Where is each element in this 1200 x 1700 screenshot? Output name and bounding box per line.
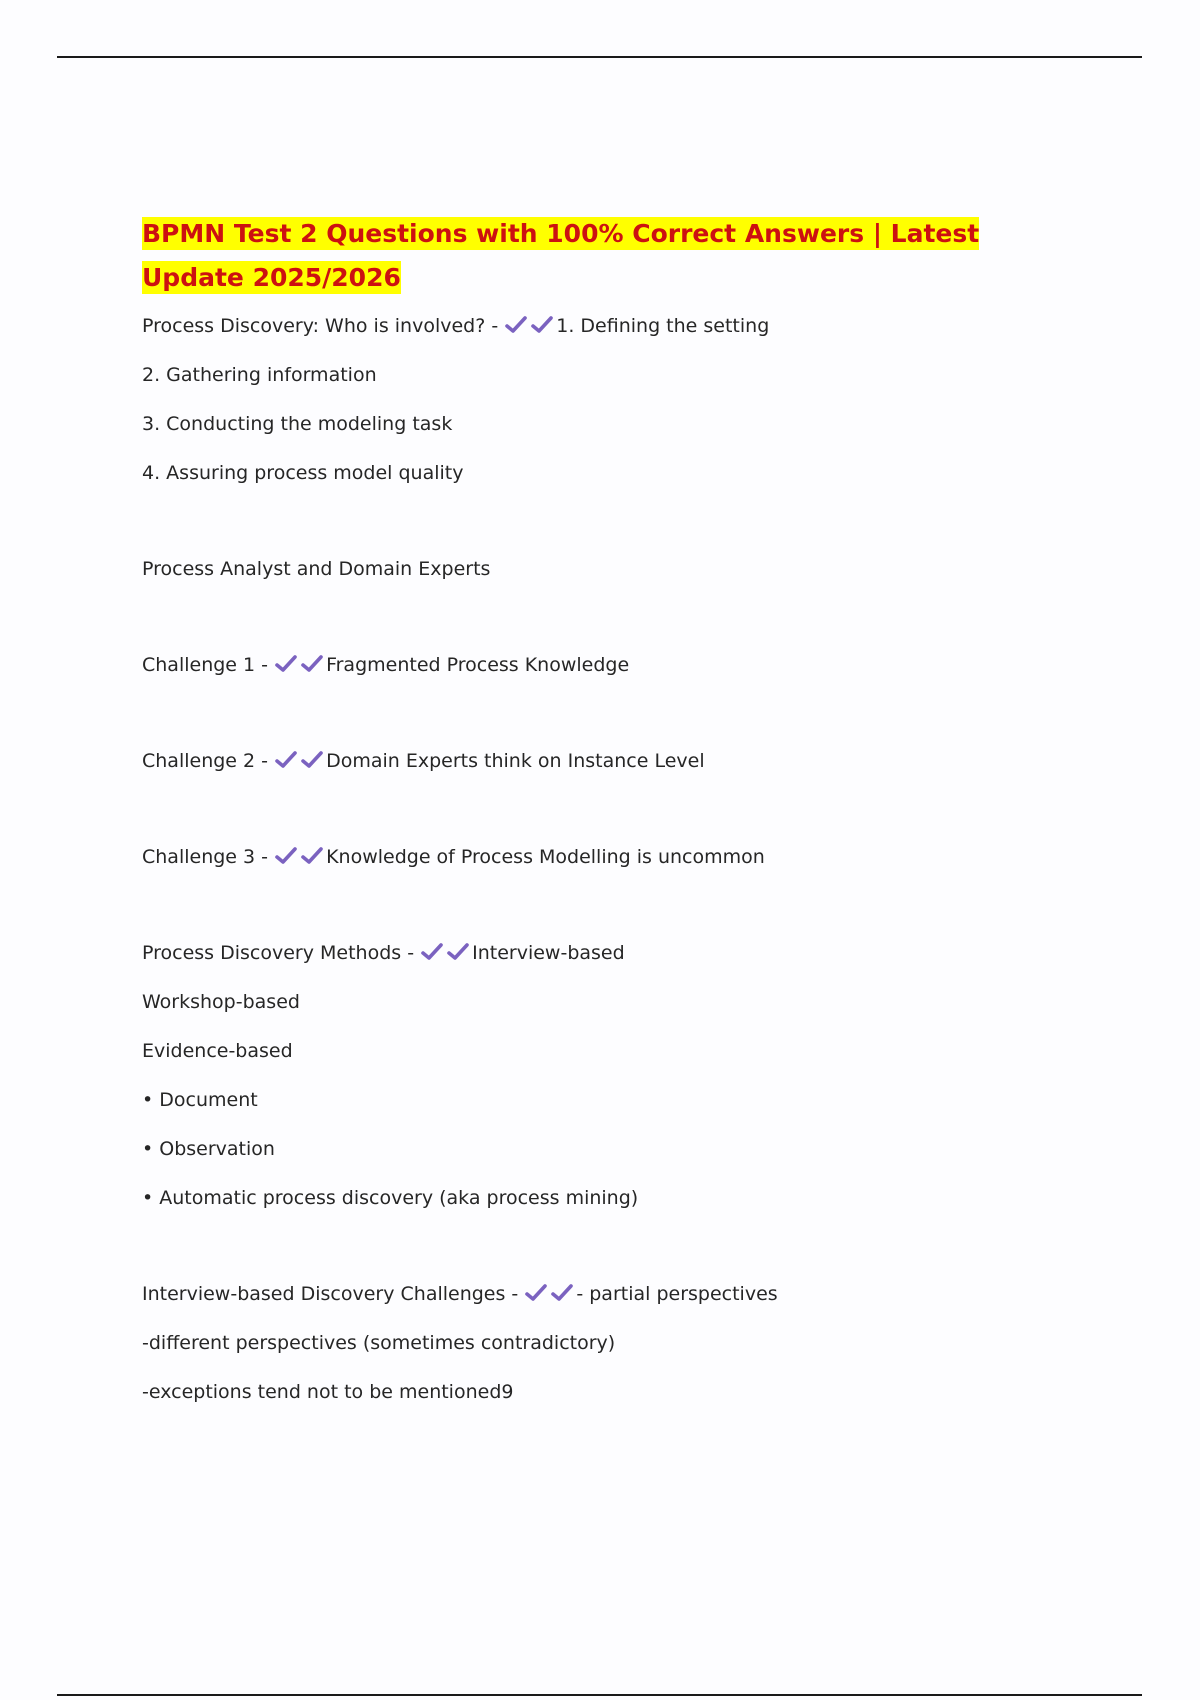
qa-entry bbox=[142, 312, 1042, 583]
question-text: Interview-based Discovery Challenges - bbox=[142, 1283, 519, 1305]
answer-line: • Document bbox=[142, 1089, 258, 1111]
answer-text: - partial perspectives bbox=[576, 1283, 778, 1305]
question-text: Process Discovery Methods - bbox=[142, 942, 415, 964]
double-check-icon bbox=[274, 846, 326, 868]
check-icon bbox=[550, 1283, 576, 1303]
check-icon bbox=[446, 942, 472, 962]
question-line bbox=[142, 843, 1042, 871]
answer-text: 1. Defining the setting bbox=[556, 315, 770, 337]
answer-line: • Automatic process discovery (aka process mining) bbox=[142, 1187, 639, 1209]
double-check-icon bbox=[274, 750, 326, 772]
check-icon bbox=[300, 750, 326, 770]
top-rule bbox=[57, 56, 1142, 58]
qa-list bbox=[142, 312, 1042, 1406]
blank-line bbox=[142, 508, 1042, 555]
entry-gap bbox=[142, 604, 1042, 651]
question-line bbox=[142, 747, 1042, 775]
check-icon bbox=[300, 846, 326, 866]
answer-line: -exceptions tend not to be mentioned9 bbox=[142, 1381, 514, 1403]
question-line bbox=[142, 651, 1042, 679]
check-icon bbox=[530, 315, 556, 335]
answer-text: Fragmented Process Knowledge bbox=[326, 654, 630, 676]
bottom-rule bbox=[57, 1694, 1142, 1696]
check-icon bbox=[274, 750, 300, 770]
answer-line: Workshop-based bbox=[142, 991, 300, 1013]
qa-entry bbox=[142, 843, 1042, 871]
answer-line: Process Analyst and Domain Experts bbox=[142, 558, 491, 580]
document-body bbox=[142, 212, 1042, 1427]
answer-line: 3. Conducting the modeling task bbox=[142, 413, 453, 435]
answer-line: 2. Gathering information bbox=[142, 364, 377, 386]
question-text: Process Discovery: Who is involved? - bbox=[142, 315, 499, 337]
check-icon bbox=[274, 654, 300, 674]
answer-line: -different perspectives (sometimes contradictory) bbox=[142, 1332, 616, 1354]
entry-gap bbox=[142, 892, 1042, 939]
check-icon bbox=[300, 654, 326, 674]
check-icon bbox=[524, 1283, 550, 1303]
question-text: Challenge 3 - bbox=[142, 846, 269, 868]
double-check-icon bbox=[504, 315, 556, 337]
entry-gap bbox=[142, 1233, 1042, 1280]
check-icon bbox=[504, 315, 530, 335]
answer-line: Evidence-based bbox=[142, 1040, 293, 1062]
answer-line: • Observation bbox=[142, 1138, 275, 1160]
check-icon bbox=[274, 846, 300, 866]
qa-entry bbox=[142, 1280, 1042, 1406]
check-icon bbox=[420, 942, 446, 962]
answer-text: Knowledge of Process Modelling is uncommon bbox=[326, 846, 765, 868]
question-text: Challenge 1 - bbox=[142, 654, 269, 676]
question-line bbox=[142, 312, 1042, 340]
qa-entry bbox=[142, 747, 1042, 775]
qa-entry bbox=[142, 939, 1042, 1212]
double-check-icon bbox=[420, 942, 472, 964]
question-line bbox=[142, 939, 1042, 967]
question-line bbox=[142, 1280, 1042, 1308]
entry-gap bbox=[142, 700, 1042, 747]
entry-gap bbox=[142, 796, 1042, 843]
answer-text: Domain Experts think on Instance Level bbox=[326, 750, 705, 772]
answer-line: 4. Assuring process model quality bbox=[142, 462, 464, 484]
double-check-icon bbox=[274, 654, 326, 676]
document-title: BPMN Test 2 Questions with 100% Correct Answers | Latest Update 2025/2026 bbox=[142, 219, 980, 292]
answer-text: Interview-based bbox=[472, 942, 625, 964]
question-text: Challenge 2 - bbox=[142, 750, 269, 772]
qa-entry bbox=[142, 651, 1042, 679]
double-check-icon bbox=[524, 1283, 576, 1305]
